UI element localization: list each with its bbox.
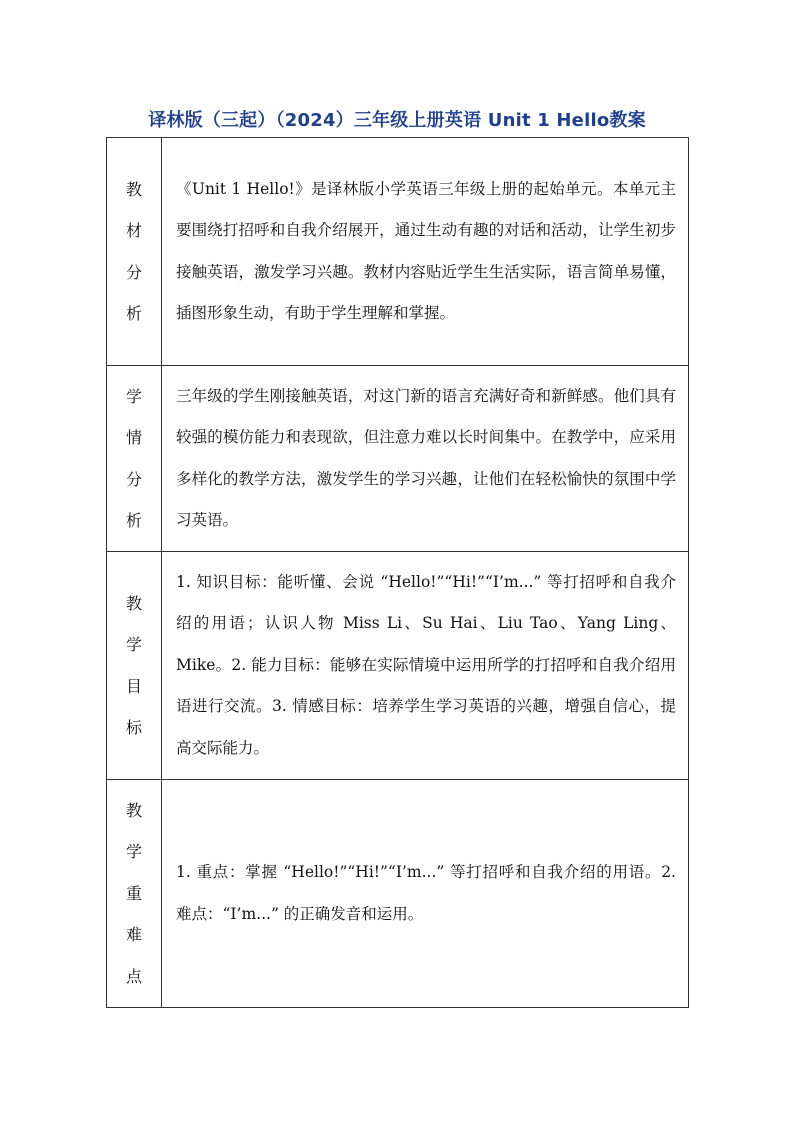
row-label-student-analysis (107, 366, 162, 552)
row-content-student-analysis: 三年级的学生刚接触英语，对这门新的语言充满好奇和新鲜感。他们具有较强的模仿能力和表现欲，但注意力难以长时间集中。在教学中，应采用多样化的教学方法，激发学生的学习兴趣，让他们在轻松愉快的氛围中学习英语。 (162, 366, 689, 552)
table-row-key-difficult-points (107, 780, 689, 1008)
table-row-teaching-objectives (107, 552, 689, 780)
label-char: 点 (125, 966, 142, 986)
label-char: 析 (125, 304, 142, 323)
label-char: 学 (125, 635, 142, 654)
row-content-teaching-objectives: 1. 知识目标：能听懂、会说 “Hello!”“Hi!”“I’m...” 等打招呼和自我介绍的用语；认识人物 Miss Li、Su Hai、Liu Tao、Yang Ling、Mike。2. 能力目标：能够在实际情境中运用所学的打招呼和自我介绍用语进行交流。3. 情感目标：培养学生学习英语的兴趣，增强自信心，提高交际能力。 (162, 552, 689, 780)
label-char: 分 (125, 262, 142, 282)
label-char: 教 (125, 179, 142, 199)
label-char: 标 (125, 718, 142, 737)
label-char: 析 (125, 511, 142, 530)
table-row-student-analysis (107, 366, 689, 552)
label-char: 目 (125, 676, 142, 696)
table-row-textbook-analysis (107, 138, 689, 366)
label-char: 重 (125, 883, 142, 903)
label-char: 学 (125, 386, 142, 406)
document-title: 译林版（三起）（2024）三年级上册英语 Unit 1 Hello教案 (148, 110, 646, 131)
label-char: 情 (125, 428, 142, 447)
label-char: 教 (125, 593, 142, 613)
row-content-textbook-analysis: 《Unit 1 Hello!》是译林版小学英语三年级上册的起始单元。本单元主要围绕打招呼和自我介绍展开，通过生动有趣的对话和活动，让学生初步接触英语，激发学习兴趣。教材内容贴近学生生活实际，语言简单易懂，插图形象生动，有助于学生理解和掌握。 (162, 138, 689, 366)
row-label-teaching-objectives (107, 552, 162, 780)
row-content-key-difficult-points: 1. 重点：掌握 “Hello!”“Hi!”“I’m...” 等打招呼和自我介绍的用语。2. 难点：“I’m...” 的正确发音和运用。 (162, 780, 689, 1008)
lesson-plan-table (106, 137, 689, 1008)
label-char: 教 (125, 800, 142, 820)
label-char: 材 (125, 221, 142, 240)
row-label-textbook-analysis (107, 138, 162, 366)
row-label-key-difficult-points (107, 780, 162, 1008)
label-char: 难 (125, 925, 142, 945)
label-char: 学 (125, 842, 142, 862)
label-char: 分 (125, 469, 142, 489)
